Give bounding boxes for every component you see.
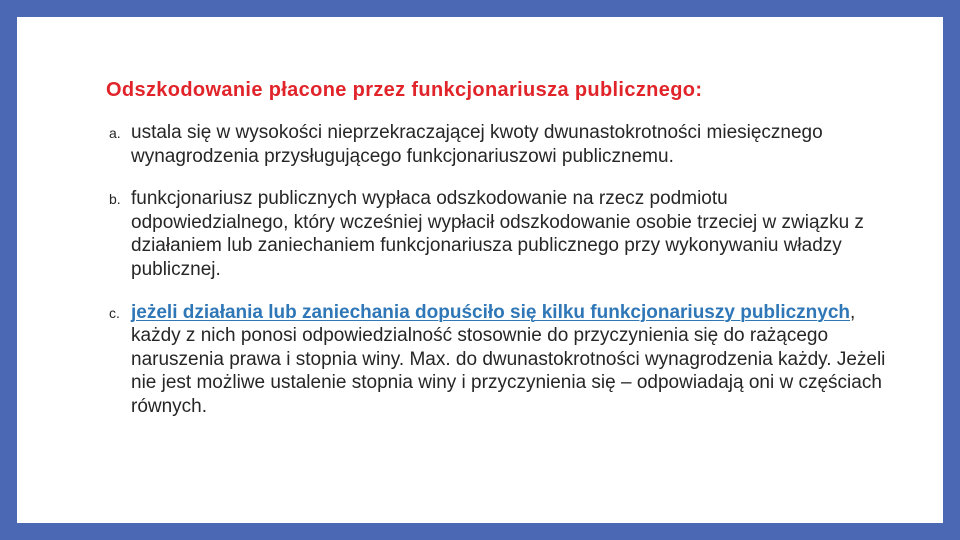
list-item-b bbox=[109, 187, 889, 281]
slide bbox=[17, 17, 943, 523]
list-item-text: , każdy z nich ponosi odpowiedzialność stosownie do przyczynienia się do rażącego naruszenia prawa i stopnia winy. Max. do dwunastokrotności wynagrodzenia każdy. Jeżeli nie jest możliwe ustalenie stopnia winy i przyczynienia się – odpowiadają oni w częściach równych. bbox=[131, 301, 886, 417]
list-marker: a. bbox=[109, 125, 121, 141]
list-item-text: ustala się w wysokości nieprzekraczającej kwoty dwunastokrotności miesięcznego wynagrodzenia przysługującego funkcjonariuszowi publicznemu. bbox=[131, 122, 823, 167]
list-item-c bbox=[109, 301, 889, 419]
list-item-text: funkcjonariusz publicznych wypłaca odszkodowanie na rzecz podmiotu odpowiedzialnego, który wcześniej wypłacił odszkodowanie osobie trzeciej w związku z działaniem lub zaniechaniem funkcjonariusza publicznego przy wykonywaniu władzy publicznej. bbox=[131, 188, 864, 280]
list-marker: c. bbox=[109, 304, 120, 321]
list-item-a bbox=[109, 121, 889, 168]
slide-title: Odszkodowanie płacone przez funkcjonariusza publicznego: bbox=[106, 79, 703, 101]
item-list bbox=[109, 121, 889, 419]
list-marker: b. bbox=[109, 191, 121, 208]
hyperlink[interactable]: jeżeli działania lub zaniechania dopuściło się kilku funkcjonariuszy publicznych bbox=[131, 301, 851, 323]
